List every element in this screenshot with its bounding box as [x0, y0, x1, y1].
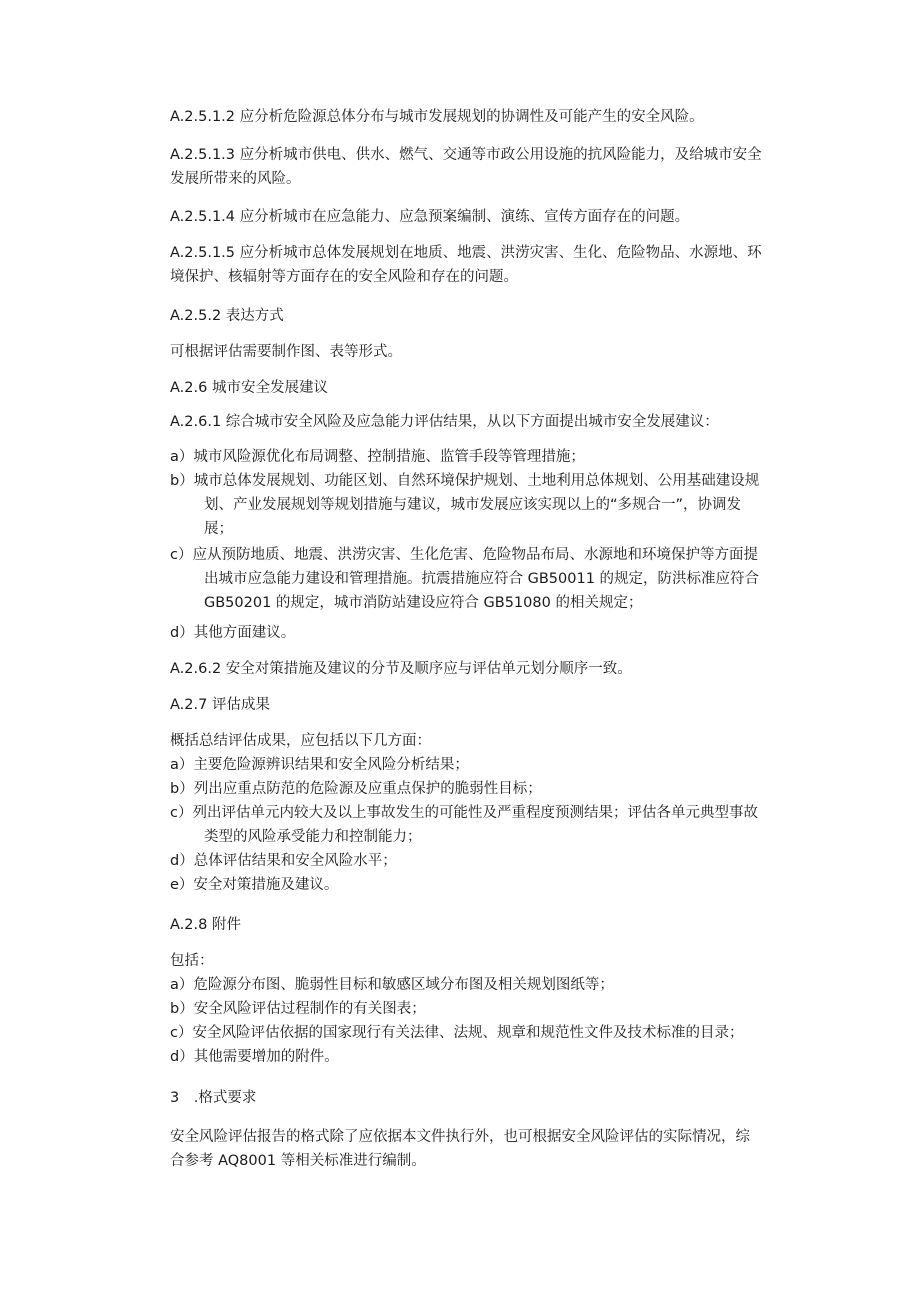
attachments-item-c: c）安全风险评估依据的国家现行有关法律、法规、规章和规范性文件及技术标准的目录；: [170, 1025, 744, 1041]
heading-a26: A.2.6 城市安全发展建议: [170, 380, 328, 396]
results-item-c-line1: c）列出评估单元内较大及以上事故发生的可能性及严重程度预测结果；评估各单元典型事故: [170, 805, 758, 821]
list-item-c-line2: 出城市应急能力建设和管理措施。抗震措施应符合 GB50011 的规定，防洪标准应符合: [204, 571, 760, 587]
paragraph-a261: A.2.6.1 综合城市安全风险及应急能力评估结果，从以下方面提出城市安全发展建议：: [170, 414, 719, 430]
paragraph-format-line1: 安全风险评估报告的格式除了应依据本文件执行外，也可根据安全风险评估的实际情况，综: [170, 1129, 750, 1145]
paragraph-a2514: A.2.5.1.4 应分析城市在应急能力、应急预案编制、演练、宣传方面存在的问题。: [170, 209, 690, 225]
results-item-b: b）列出应重点防范的危险源及应重点保护的脆弱性目标；: [170, 781, 542, 797]
paragraph-expression: 可根据评估需要制作图、表等形式。: [170, 344, 402, 360]
paragraph-a2512: A.2.5.1.2 应分析危险源总体分布与城市发展规划的协调性及可能产生的安全风险。: [170, 109, 704, 125]
paragraph-results-intro: 概括总结评估成果，应包括以下几方面：: [170, 733, 431, 749]
paragraph-format-line2: 合参考 AQ8001 等相关标准进行编制。: [170, 1153, 426, 1169]
paragraph-a2515-line1: A.2.5.1.5 应分析城市总体发展规划在地质、地震、洪涝灾害、生化、危险物品、水源地、环: [170, 245, 762, 261]
list-item-d: d）其他方面建议。: [170, 625, 296, 641]
results-item-d: d）总体评估结果和安全风险水平；: [170, 853, 397, 869]
results-item-a: a）主要危险源辨识结果和安全风险分析结果；: [170, 757, 469, 773]
list-item-c-line3: GB50201 的规定，城市消防站建设应符合 GB51080 的相关规定；: [204, 595, 643, 611]
list-item-c-line1: c）应从预防地质、地震、洪涝灾害、生化危害、危险物品布局、水源地和环境保护等方面提: [170, 547, 758, 563]
heading-format: 3 .格式要求: [170, 1090, 257, 1106]
heading-a27: A.2.7 评估成果: [170, 697, 270, 713]
results-item-c-line2: 类型的风险承受能力和控制能力；: [204, 829, 422, 845]
paragraph-a2513-line1: A.2.5.1.3 应分析城市供电、供水、燃气、交通等市政公用设施的抗风险能力，及给城市安全: [170, 147, 762, 163]
attachments-item-b: b）安全风险评估过程制作的有关图表；: [170, 1001, 426, 1017]
heading-a252: A.2.5.2 表达方式: [170, 308, 284, 324]
attachments-item-a: a）危险源分布图、脆弱性目标和敏感区域分布图及相关规划图纸等；: [170, 977, 614, 993]
paragraph-a2513-line2: 发展所带来的风险。: [170, 171, 301, 187]
heading-a28: A.2.8 附件: [170, 917, 241, 933]
attachments-item-d: d）其他需要增加的附件。: [170, 1049, 339, 1065]
list-item-a: a）城市风险源优化布局调整、控制措施、监管手段等管理措施；: [170, 449, 585, 465]
paragraph-includes: 包括：: [170, 953, 214, 969]
list-item-b-line2: 划、产业发展规划等规划措施与建议，城市发展应该实现以上的“多规合一”，协调发: [204, 497, 742, 513]
results-item-e: e）安全对策措施及建议。: [170, 877, 339, 893]
list-item-b-line1: b）城市总体发展规划、功能区划、自然环境保护规划、土地利用总体规划、公用基础建设规: [170, 473, 760, 489]
list-item-b-line3: 展；: [204, 521, 233, 537]
paragraph-a2515-line2: 境保护、核辐射等方面存在的安全风险和存在的问题。: [170, 269, 518, 285]
paragraph-a262: A.2.6.2 安全对策措施及建议的分节及顺序应与评估单元划分顺序一致。: [170, 661, 632, 677]
